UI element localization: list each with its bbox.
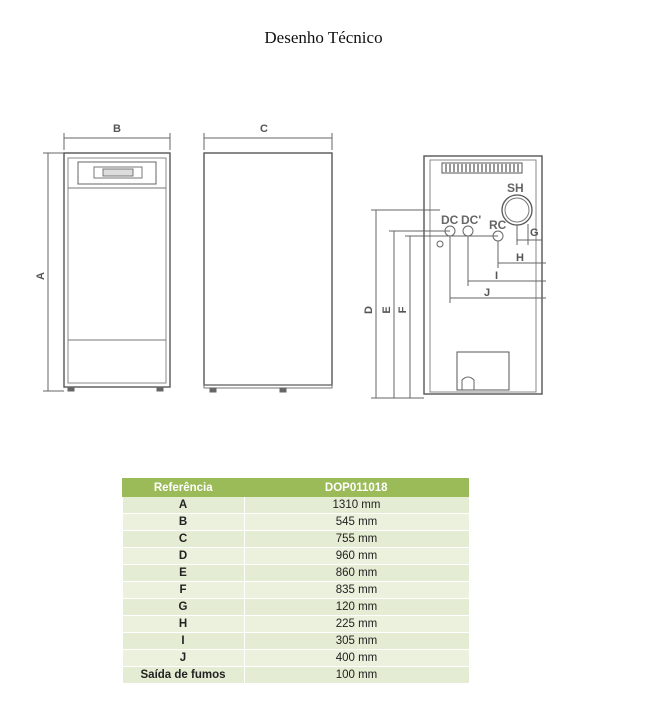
- dim-label-a: A: [35, 272, 47, 280]
- dim-label-g: G: [530, 227, 539, 239]
- row-value: 755 mm: [244, 531, 469, 548]
- table-row: [123, 548, 469, 565]
- dim-label-d: D: [363, 306, 375, 314]
- row-value: 120 mm: [244, 599, 469, 616]
- table-row: [123, 616, 469, 633]
- table-row: [123, 582, 469, 599]
- row-key: H: [123, 616, 245, 633]
- front-view: [43, 133, 170, 391]
- side-view: [204, 133, 332, 392]
- connection-label-sh: SH: [507, 181, 524, 195]
- row-key: I: [123, 633, 245, 650]
- dim-label-h: H: [516, 252, 524, 264]
- row-key: F: [123, 582, 245, 599]
- table-row: [123, 599, 469, 616]
- table-row: [123, 514, 469, 531]
- row-key: C: [123, 531, 245, 548]
- row-key: D: [123, 548, 245, 565]
- row-key: E: [123, 565, 245, 582]
- header-reference: Referência: [123, 479, 245, 497]
- connection-label-rc: RC: [489, 218, 507, 232]
- row-value: 100 mm: [244, 667, 469, 684]
- page-title: Desenho Técnico: [264, 28, 383, 47]
- dim-label-i: I: [495, 270, 499, 282]
- row-key: J: [123, 650, 245, 667]
- row-key: A: [123, 497, 245, 514]
- table-row: [123, 531, 469, 548]
- table-row: [123, 565, 469, 582]
- row-value: 960 mm: [244, 548, 469, 565]
- row-value: 545 mm: [244, 514, 469, 531]
- header-model: DOP011018: [244, 479, 469, 497]
- connection-label-dc: DC: [441, 213, 459, 227]
- dim-label-f: F: [397, 306, 409, 314]
- row-key: B: [123, 514, 245, 531]
- row-value: 860 mm: [244, 565, 469, 582]
- table-row: [123, 633, 469, 650]
- connection-label-dc2: DC': [461, 213, 482, 227]
- row-value: 305 mm: [244, 633, 469, 650]
- dimensions-table: [122, 478, 469, 684]
- table-row: [123, 667, 469, 684]
- table-row: [123, 497, 469, 514]
- row-value: 400 mm: [244, 650, 469, 667]
- dim-label-j: J: [484, 287, 491, 299]
- row-value: 225 mm: [244, 616, 469, 633]
- row-value: 1310 mm: [244, 497, 469, 514]
- row-key: Saída de fumos: [123, 667, 245, 684]
- row-key: G: [123, 599, 245, 616]
- dim-label-c: C: [260, 123, 268, 135]
- table-row: [123, 650, 469, 667]
- dim-label-b: B: [113, 123, 121, 135]
- table-header-row: [123, 479, 469, 497]
- dim-label-e: E: [381, 306, 393, 314]
- row-value: 835 mm: [244, 582, 469, 599]
